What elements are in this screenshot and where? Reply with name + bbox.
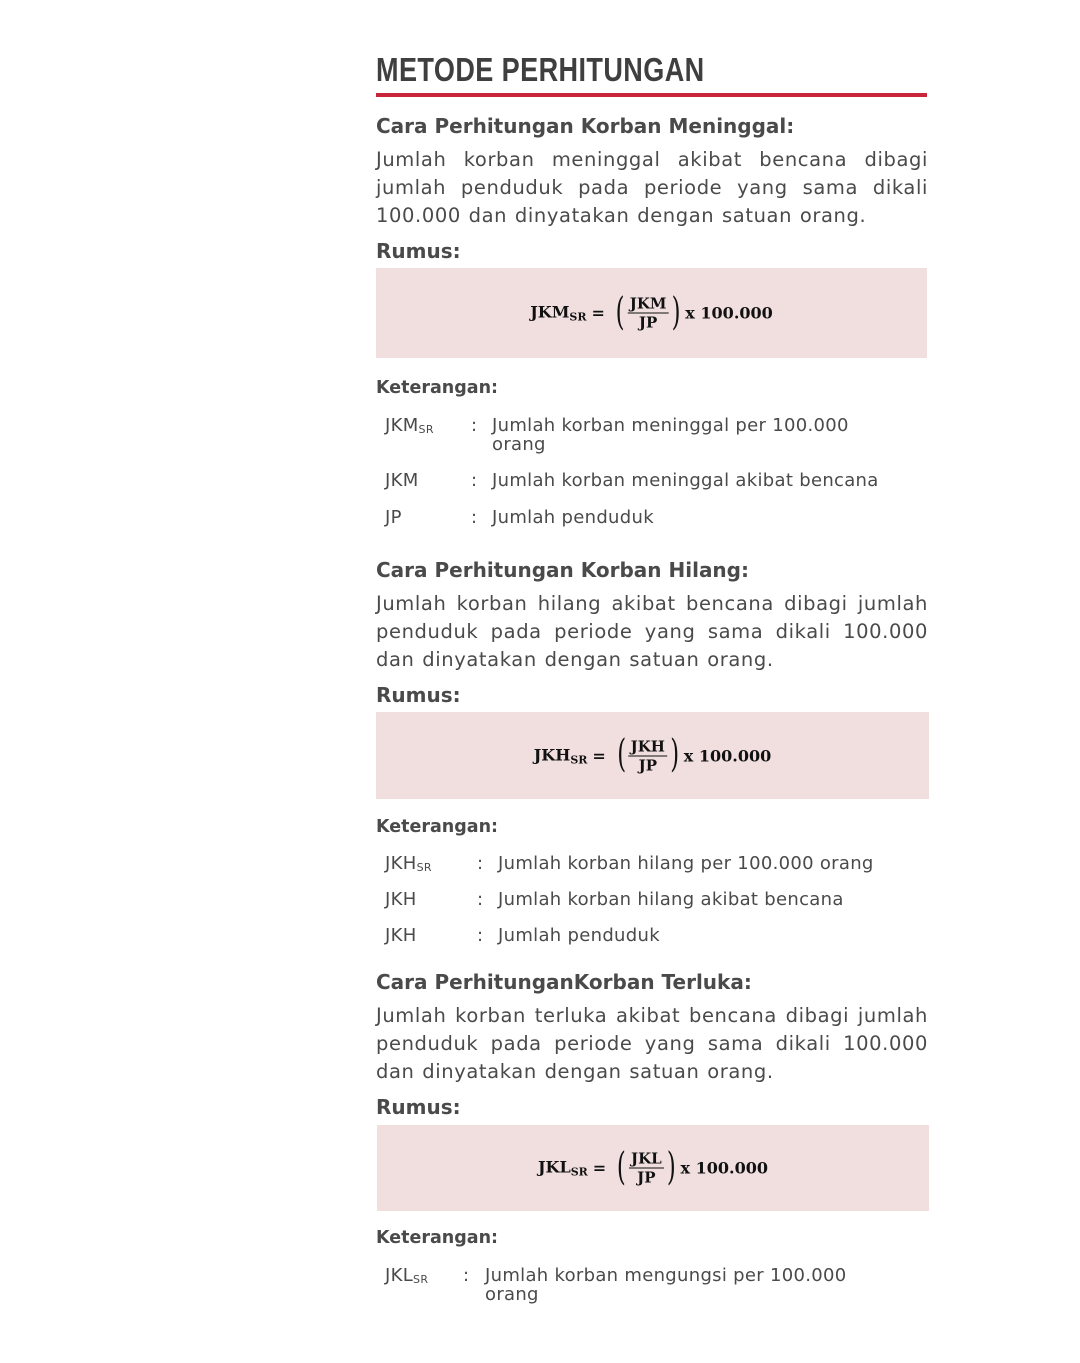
formula-lhs: $JKL_{SR}$ xyxy=(537,1157,588,1179)
keterangan-description: Jumlah korban meninggal per 100.000 orang xyxy=(492,415,849,455)
keterangan-description: Jumlah penduduk xyxy=(498,925,660,946)
formula-terluka xyxy=(537,1144,769,1188)
keterangan-row xyxy=(385,416,930,456)
keterangan-row xyxy=(385,471,930,493)
keterangan-row xyxy=(385,854,930,876)
formula-multiplier: x 100.000 xyxy=(683,746,772,765)
formula-equals: = xyxy=(592,1158,607,1178)
keterangan-symbol: JKM xyxy=(385,470,419,491)
section-paragraph-terluka: Jumlah korban terluka akibat bencana dibagi jumlah penduduk pada periode yang sama dikali 100.000 dan dinyatakan dengan satuan orang. xyxy=(376,1004,928,1083)
keterangan-colon: : xyxy=(477,889,484,910)
keterangan-colon: : xyxy=(471,470,478,491)
fraction-denominator: JP xyxy=(638,313,658,332)
keterangan-description: Jumlah korban hilang akibat bencana xyxy=(498,889,844,910)
keterangan-row xyxy=(385,508,930,530)
keterangan-symbol: $JKH_{SR}$ xyxy=(385,853,432,874)
keterangan-symbol: $JKM_{SR}$ xyxy=(385,415,434,436)
section-heading-hilang: Cara Perhitungan Korban Hilang: xyxy=(376,558,749,582)
section-paragraph-hilang: Jumlah korban hilang akibat bencana dibagi jumlah penduduk pada periode yang sama dikali 100.000 dan dinyatakan dengan satuan orang. xyxy=(376,592,928,671)
keterangan-symbol: JKH xyxy=(385,889,417,910)
formula-lhs: $JKH_{SR}$ xyxy=(533,745,588,766)
section-heading-terluka: Cara PerhitunganKorban Terluka: xyxy=(376,970,752,994)
formula-box-terluka xyxy=(377,1125,929,1211)
formula-multiplier: x 100.000 xyxy=(680,1158,769,1178)
fraction-numerator: JKM xyxy=(629,294,667,313)
keterangan-label-hilang: Keterangan: xyxy=(376,817,499,837)
open-paren: ( xyxy=(616,731,626,776)
rumus-label-hilang: Rumus: xyxy=(376,683,461,707)
formula-fraction xyxy=(629,1150,664,1187)
keterangan-colon: : xyxy=(463,1265,470,1286)
keterangan-symbol: $JKL_{SR}$ xyxy=(385,1265,429,1286)
formula-multiplier: x 100.000 xyxy=(685,303,773,323)
formula-box-hilang xyxy=(376,712,929,799)
formula-equals: = xyxy=(592,746,606,765)
keterangan-colon: : xyxy=(471,415,478,436)
keterangan-symbol: JKH xyxy=(385,925,417,946)
open-paren: ( xyxy=(617,1144,627,1188)
keterangan-row xyxy=(385,1266,930,1306)
keterangan-label-terluka: Keterangan: xyxy=(376,1228,499,1248)
close-paren: ) xyxy=(666,1144,676,1188)
keterangan-description: Jumlah korban meninggal akibat bencana xyxy=(492,470,879,491)
keterangan-label-meninggal: Keterangan: xyxy=(376,378,499,398)
keterangan-row xyxy=(385,890,930,912)
open-paren: ( xyxy=(615,289,625,333)
fraction-denominator: JP xyxy=(638,756,657,774)
keterangan-description: Jumlah penduduk xyxy=(492,507,654,528)
keterangan-description: Jumlah korban hilang per 100.000 orang xyxy=(498,853,874,874)
formula-box-meninggal xyxy=(376,268,927,358)
formula-equals: = xyxy=(591,303,605,323)
keterangan-row xyxy=(385,926,930,948)
keterangan-description: Jumlah korban mengungsi per 100.000 orang xyxy=(485,1265,847,1305)
keterangan-symbol: JP xyxy=(385,507,402,528)
formula-meninggal xyxy=(530,289,773,333)
title-divider xyxy=(376,93,927,97)
fraction-numerator: JKH xyxy=(630,737,665,755)
rumus-label-terluka: Rumus: xyxy=(376,1095,461,1119)
fraction-denominator: JP xyxy=(637,1168,656,1187)
fraction-numerator: JKL xyxy=(631,1149,662,1168)
close-paren: ) xyxy=(671,289,681,333)
section-paragraph-meninggal: Jumlah korban meninggal akibat bencana dibagi jumlah penduduk pada periode yang sama dikali 100.000 dan dinyatakan dengan satuan orang. xyxy=(376,148,928,227)
formula-hilang xyxy=(533,731,772,776)
formula-fraction xyxy=(628,295,669,332)
formula-lhs: $JKM_{SR}$ xyxy=(530,302,587,324)
keterangan-colon: : xyxy=(477,925,484,946)
keterangan-colon: : xyxy=(471,507,478,528)
page-title: METODE PERHITUNGAN xyxy=(376,51,705,88)
keterangan-colon: : xyxy=(477,853,484,874)
formula-fraction xyxy=(629,737,667,774)
section-heading-meninggal: Cara Perhitungan Korban Meninggal: xyxy=(376,114,795,138)
close-paren: ) xyxy=(669,731,679,776)
rumus-label-meninggal: Rumus: xyxy=(376,239,461,263)
